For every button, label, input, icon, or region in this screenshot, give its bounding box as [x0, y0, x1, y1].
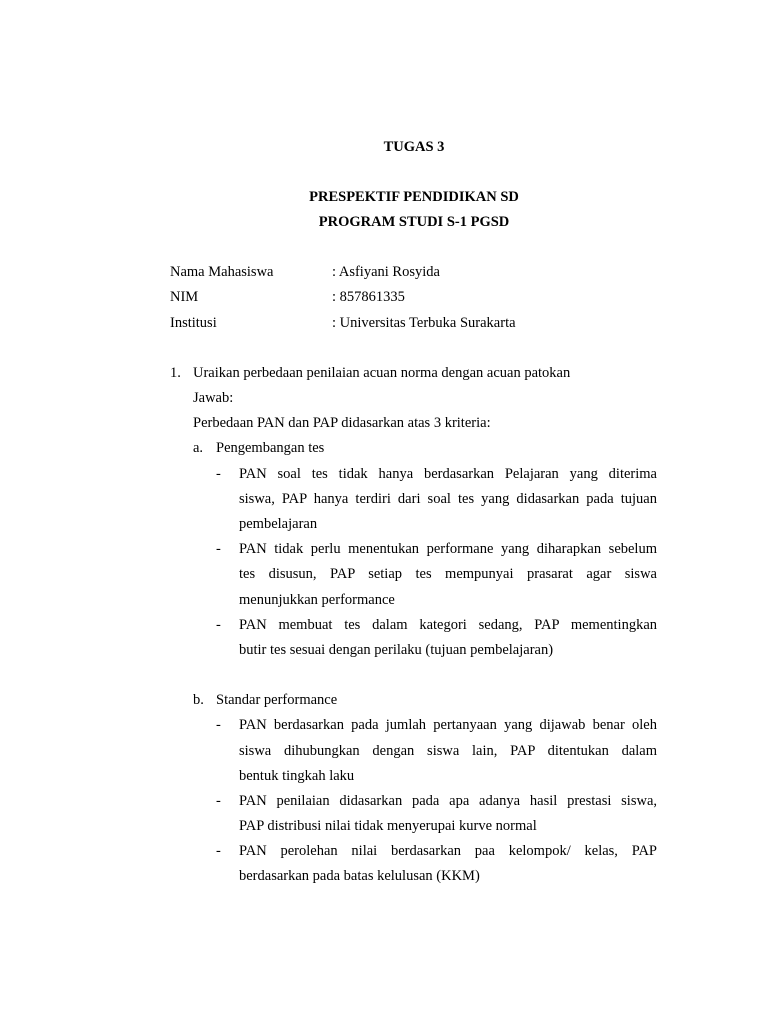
program-title: PROGRAM STUDI S-1 PGSD [318, 214, 510, 230]
bullet-line: PAN berdasarkan pada jumlah pertanyaan yang dijawab benar oleh [239, 717, 657, 733]
bullet-line: menunjukkan performance [239, 592, 395, 608]
bullet-line: PAN perolehan nilai berdasarkan paa kelompok/ kelas, PAP [239, 843, 657, 859]
bullet-dash: - [216, 541, 221, 557]
bullet-line: PAP distribusi nilai tidak menyerupai kurve normal [239, 818, 537, 834]
identity-label-institution: Institusi [170, 315, 217, 331]
identity-value-nim: : 857861335 [332, 289, 405, 305]
bullet-dash: - [216, 717, 221, 733]
bullet-line: siswa, PAP hanya terdiri dari soal tes yang didasarkan pada tujuan [239, 491, 657, 507]
bullet-line: PAN penilaian didasarkan pada apa adanya hasil prestasi siswa, [239, 793, 657, 809]
document-title: TUGAS 3 [383, 139, 445, 155]
identity-value-name: : Asfiyani Rosyida [332, 264, 440, 280]
bullet-line: PAN membuat tes dalam kategori sedang, PAP mementingkan [239, 617, 657, 633]
question-text: Uraikan perbedaan penilaian acuan norma dengan acuan patokan [193, 365, 571, 381]
bullet-line: bentuk tingkah laku [239, 768, 355, 784]
answer-intro: Perbedaan PAN dan PAP didasarkan atas 3 kriteria: [193, 415, 491, 431]
bullet-line: pembelajaran [239, 516, 318, 532]
bullet-line: berdasarkan pada batas kelulusan (KKM) [239, 868, 480, 884]
bullet-line: tes disusun, PAP setiap tes mempunyai prasarat agar siswa [239, 566, 657, 582]
bullet-line: butir tes sesuai dengan perilaku (tujuan pembelajaran) [239, 642, 554, 658]
course-title: PRESPEKTIF PENDIDIKAN SD [309, 189, 519, 205]
answer-label: Jawab: [193, 390, 234, 406]
bullet-line: siswa dihubungkan dengan siswa lain, PAP ditentukan dalam [239, 743, 657, 759]
identity-label-nim: NIM [170, 289, 199, 305]
bullet-dash: - [216, 466, 221, 482]
section-b-marker: b. [193, 692, 204, 708]
bullet-line: PAN tidak perlu menentukan performane yang diharapkan sebelum [239, 541, 657, 557]
bullet-dash: - [216, 843, 221, 859]
section-a-title: Pengembangan tes [216, 440, 325, 456]
bullet-dash: - [216, 617, 221, 633]
bullet-line: PAN soal tes tidak hanya berdasarkan Pelajaran yang diterima [239, 466, 657, 482]
question-number: 1. [170, 365, 181, 381]
identity-value-institution: : Universitas Terbuka Surakarta [332, 315, 516, 331]
identity-label-name: Nama Mahasiswa [170, 264, 274, 280]
section-a-marker: a. [193, 440, 204, 456]
section-b-title: Standar performance [216, 692, 338, 708]
bullet-dash: - [216, 793, 221, 809]
